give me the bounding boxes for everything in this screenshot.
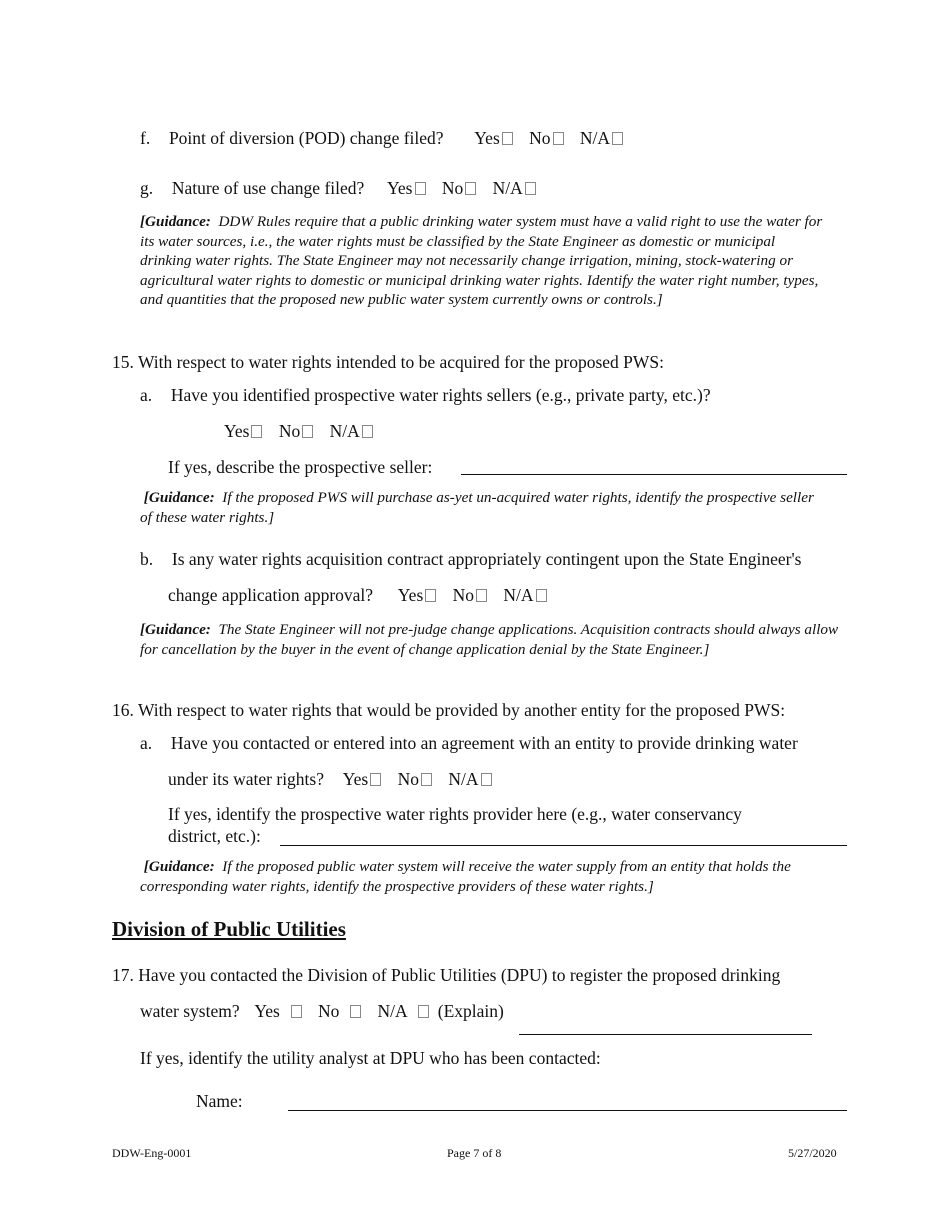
guidance-14 xyxy=(140,212,830,310)
name-label: Name: xyxy=(196,1091,243,1111)
footer-date: 5/27/2020 xyxy=(788,1146,837,1160)
guidance-15b xyxy=(140,620,840,659)
question-text: Nature of use change filed? xyxy=(171,178,365,198)
item-15b xyxy=(140,548,801,570)
yes-checkbox[interactable] xyxy=(251,425,262,438)
guidance-text: The State Engineer will not pre-judge change applications. Acquisition contracts should always allow for cancellation by the buyer in the event of change application denial by the State Engineer.] xyxy=(140,621,839,658)
na-checkbox[interactable] xyxy=(418,1005,429,1018)
item-15a xyxy=(140,384,711,406)
item-letter: g. xyxy=(140,178,154,198)
no-checkbox[interactable] xyxy=(465,182,476,195)
na-checkbox[interactable] xyxy=(536,589,547,602)
yes-label: Yes xyxy=(224,421,250,441)
na-label: N/A xyxy=(503,585,534,605)
provider-label: If yes, identify the prospective water rights provider here (e.g., water conservancy xyxy=(168,804,742,824)
item-16a xyxy=(140,732,798,754)
item-14f xyxy=(140,127,635,149)
question-text: water system? xyxy=(140,1001,240,1021)
no-checkbox[interactable] xyxy=(476,589,487,602)
item-letter: b. xyxy=(140,549,154,569)
seller-input-line[interactable] xyxy=(461,474,847,475)
yes-checkbox[interactable] xyxy=(415,182,426,195)
question-15 xyxy=(112,351,664,373)
question-number: 16. xyxy=(112,700,134,720)
yes-checkbox[interactable] xyxy=(502,132,513,145)
no-checkbox[interactable] xyxy=(553,132,564,145)
yes-label: Yes xyxy=(397,585,424,605)
provider-input-line[interactable] xyxy=(280,845,847,846)
provider-label-line2: district, etc.): xyxy=(168,826,261,846)
item-letter: a. xyxy=(140,385,153,405)
na-checkbox[interactable] xyxy=(612,132,623,145)
yes-checkbox[interactable] xyxy=(291,1005,302,1018)
yes-checkbox[interactable] xyxy=(370,773,381,786)
guidance-label: [Guidance: xyxy=(140,213,211,230)
guidance-label: [Guidance: xyxy=(140,621,211,638)
question-number: 15. xyxy=(112,352,134,372)
guidance-text: If the proposed public water system will receive the water supply from an entity that holds the corresponding water rights, identify the prospective providers of these water rights.] xyxy=(140,858,791,895)
options-15a xyxy=(224,420,385,442)
no-checkbox[interactable] xyxy=(302,425,313,438)
question-17-line2 xyxy=(140,1000,504,1022)
na-label: N/A xyxy=(579,128,611,148)
na-label: N/A xyxy=(448,769,479,789)
guidance-text: DDW Rules require that a public drinking water system must have a valid right to use the water for its water sources, i.e., the water rights must be classified by the State Engineer as domestic or municipal drinking water rights. The State Engineer may not necessarily change irrigation, mining, stock-watering or agricultural water rights to domestic or municipal drinking water rights. Identify the water right number, types, and quantities that the proposed new public water system currently owns or controls.] xyxy=(140,213,823,308)
footer-page-number: Page 7 of 8 xyxy=(447,1146,502,1160)
na-checkbox[interactable] xyxy=(481,773,492,786)
question-text: under its water rights? xyxy=(168,769,324,789)
guidance-15a xyxy=(140,488,820,527)
section-heading: Division of Public Utilities xyxy=(112,917,346,941)
no-checkbox[interactable] xyxy=(350,1005,361,1018)
guidance-text: If the proposed PWS will purchase as-yet un-acquired water rights, identify the prospective seller of these water rights.] xyxy=(140,489,814,526)
explain-input-line[interactable] xyxy=(519,1034,812,1035)
question-17 xyxy=(112,964,780,986)
na-label: N/A xyxy=(492,178,523,198)
analyst-label: If yes, identify the utility analyst at DPU who has been contacted: xyxy=(140,1048,601,1068)
yes-label: Yes xyxy=(342,769,369,789)
question-text: Have you contacted or entered into an agreement with an entity to provide drinking water xyxy=(170,733,798,753)
question-text: Is any water rights acquisition contract appropriately contingent upon the State Engineer's xyxy=(171,549,802,569)
no-label: No xyxy=(529,128,551,148)
guidance-16 xyxy=(140,857,830,896)
guidance-label: [Guidance: xyxy=(143,858,215,875)
item-15b-line2 xyxy=(168,584,559,606)
yes-label: Yes xyxy=(387,178,413,198)
question-text: Point of diversion (POD) change filed? xyxy=(168,128,444,148)
yes-label: Yes xyxy=(474,128,500,148)
no-label: No xyxy=(278,421,301,441)
footer-doc-id: DDW-Eng-0001 xyxy=(112,1146,192,1160)
no-label: No xyxy=(441,178,464,198)
question-text: Have you identified prospective water rights sellers (e.g., private party, etc.)? xyxy=(170,385,711,405)
na-checkbox[interactable] xyxy=(362,425,373,438)
item-16a-line2 xyxy=(168,768,504,790)
question-text: With respect to water rights that would be provided by another entity for the proposed PWS: xyxy=(137,700,786,720)
na-checkbox[interactable] xyxy=(525,182,536,195)
item-letter: f. xyxy=(140,128,151,148)
no-label: No xyxy=(452,585,475,605)
question-16 xyxy=(112,699,785,721)
yes-label: Yes xyxy=(254,1001,280,1021)
question-text: change application approval? xyxy=(168,585,374,605)
na-label: N/A xyxy=(377,1001,408,1021)
no-label: No xyxy=(317,1001,340,1021)
explain-label: (Explain) xyxy=(437,1001,504,1021)
question-number: 17. xyxy=(112,965,134,985)
name-input-line[interactable] xyxy=(288,1110,847,1111)
item-14g xyxy=(140,177,548,199)
question-text: Have you contacted the Division of Public Utilities (DPU) to register the proposed drinking xyxy=(138,965,781,985)
item-letter: a. xyxy=(140,733,153,753)
no-label: No xyxy=(397,769,419,789)
question-text: With respect to water rights intended to be acquired for the proposed PWS: xyxy=(137,352,665,372)
na-label: N/A xyxy=(329,421,360,441)
guidance-label: [Guidance: xyxy=(143,489,215,506)
yes-checkbox[interactable] xyxy=(425,589,436,602)
seller-label: If yes, describe the prospective seller: xyxy=(168,457,433,477)
no-checkbox[interactable] xyxy=(421,773,432,786)
